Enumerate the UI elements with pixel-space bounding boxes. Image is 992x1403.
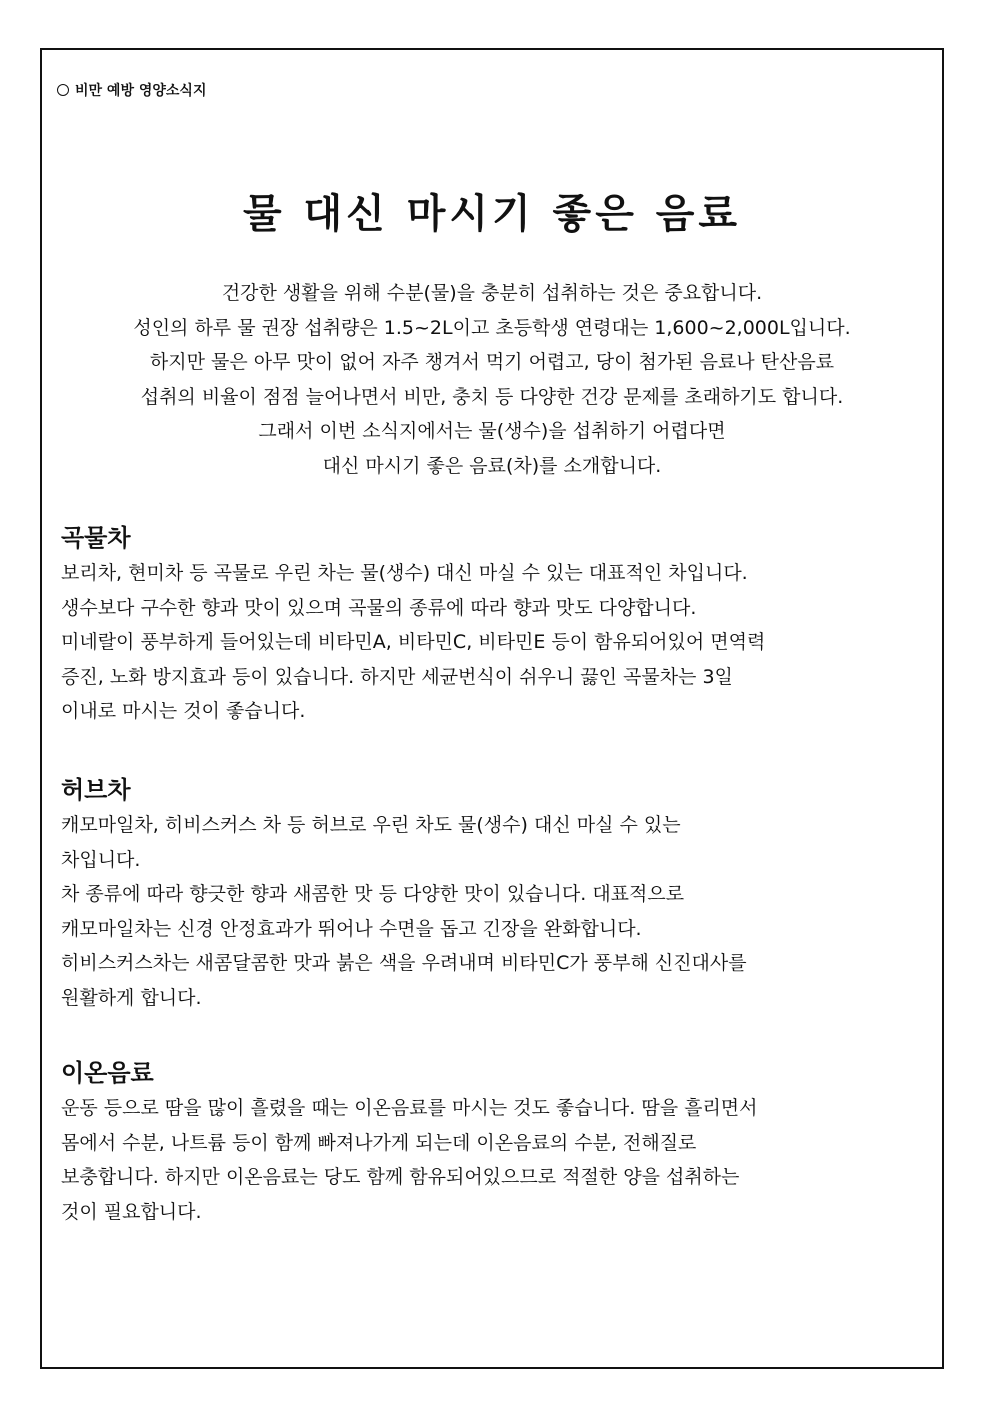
section-grain-tea: [61, 520, 931, 729]
section-line: 것이 필요합니다.: [61, 1200, 202, 1223]
section-line: 차입니다.: [61, 848, 141, 871]
intro-line: 그래서 이번 소식지에서는 물(생수)을 섭취하기 어렵다면: [258, 420, 726, 443]
page-title: 물 대신 마시기 좋은 음료: [242, 191, 742, 237]
section-line: 생수보다 구수한 향과 맛이 있으며 곡물의 종류에 따라 향과 맛도 다양합니다.: [61, 596, 697, 619]
intro-line: 건강한 생활을 위해 수분(물)을 충분히 섭취하는 것은 중요합니다.: [221, 282, 763, 304]
newsletter-tag: [57, 80, 206, 100]
section-herb-tea: [61, 772, 931, 1016]
section-heading: 허브차: [61, 776, 131, 804]
section-line: 히비스커스차는 새콤달콤한 맛과 붉은 색을 우려내며 비타민C가 풍부해 신진대사를: [61, 952, 747, 975]
section-line: 보리차, 현미차 등 곡물로 우린 차는 물(생수) 대신 마실 수 있는 대표적인 차입니다.: [61, 562, 748, 584]
section-line: 몸에서 수분, 나트륨 등이 함께 빠져나가게 되는데 이온음료의 수분, 전해질로: [61, 1131, 697, 1154]
section-heading: 이온음료: [61, 1059, 154, 1087]
section-line: 차 종류에 따라 향긋한 향과 새콤한 맛 등 다양한 맛이 있습니다. 대표적으로: [61, 883, 685, 906]
section-line: 운동 등으로 땀을 많이 흘렸을 때는 이온음료를 마시는 것도 좋습니다. 땀을 흘리면서: [61, 1097, 758, 1119]
intro-paragraph: [42, 276, 942, 484]
section-heading: 곡물차: [61, 524, 131, 552]
section-line: 캐모마일차는 신경 안정효과가 뛰어나 수면을 돕고 긴장을 완화합니다.: [61, 917, 642, 940]
intro-line: 섭취의 비율이 점점 늘어나면서 비만, 충치 등 다양한 건강 문제를 초래하기도 합니다.: [140, 385, 844, 408]
section-line: 증진, 노화 방지효과 등이 있습니다. 하지만 세균번식이 쉬우니 끓인 곡물차는 3일: [61, 665, 733, 688]
intro-line: 하지만 물은 아무 맛이 없어 자주 챙겨서 먹기 어렵고, 당이 첨가된 음료나 탄산음료: [149, 351, 835, 374]
section-line: 미네랄이 풍부하게 들어있는데 비타민A, 비타민C, 비타민E 등이 함유되어있어 면역력: [61, 631, 766, 654]
circle-icon: [57, 84, 69, 96]
section-line: 보충합니다. 하지만 이온음료는 당도 함께 함유되어있으므로 적절한 양을 섭취하는: [61, 1166, 740, 1189]
document-frame: [40, 48, 944, 1369]
section-line: 이내로 마시는 것이 좋습니다.: [61, 700, 306, 723]
section-ion-drink: [61, 1055, 931, 1229]
section-line: 원활하게 합니다.: [61, 986, 202, 1009]
section-line: 캐모마일차, 히비스커스 차 등 허브로 우린 차도 물(생수) 대신 마실 수 있는: [61, 814, 681, 836]
intro-line: 성인의 하루 물 권장 섭취량은 1.5~2L이고 초등학생 연령대는 1,600~2,000L입니다.: [133, 316, 851, 339]
newsletter-tag-label: 비만 예방 영양소식지: [75, 83, 207, 99]
intro-line: 대신 마시기 좋은 음료(차)를 소개합니다.: [322, 454, 662, 477]
